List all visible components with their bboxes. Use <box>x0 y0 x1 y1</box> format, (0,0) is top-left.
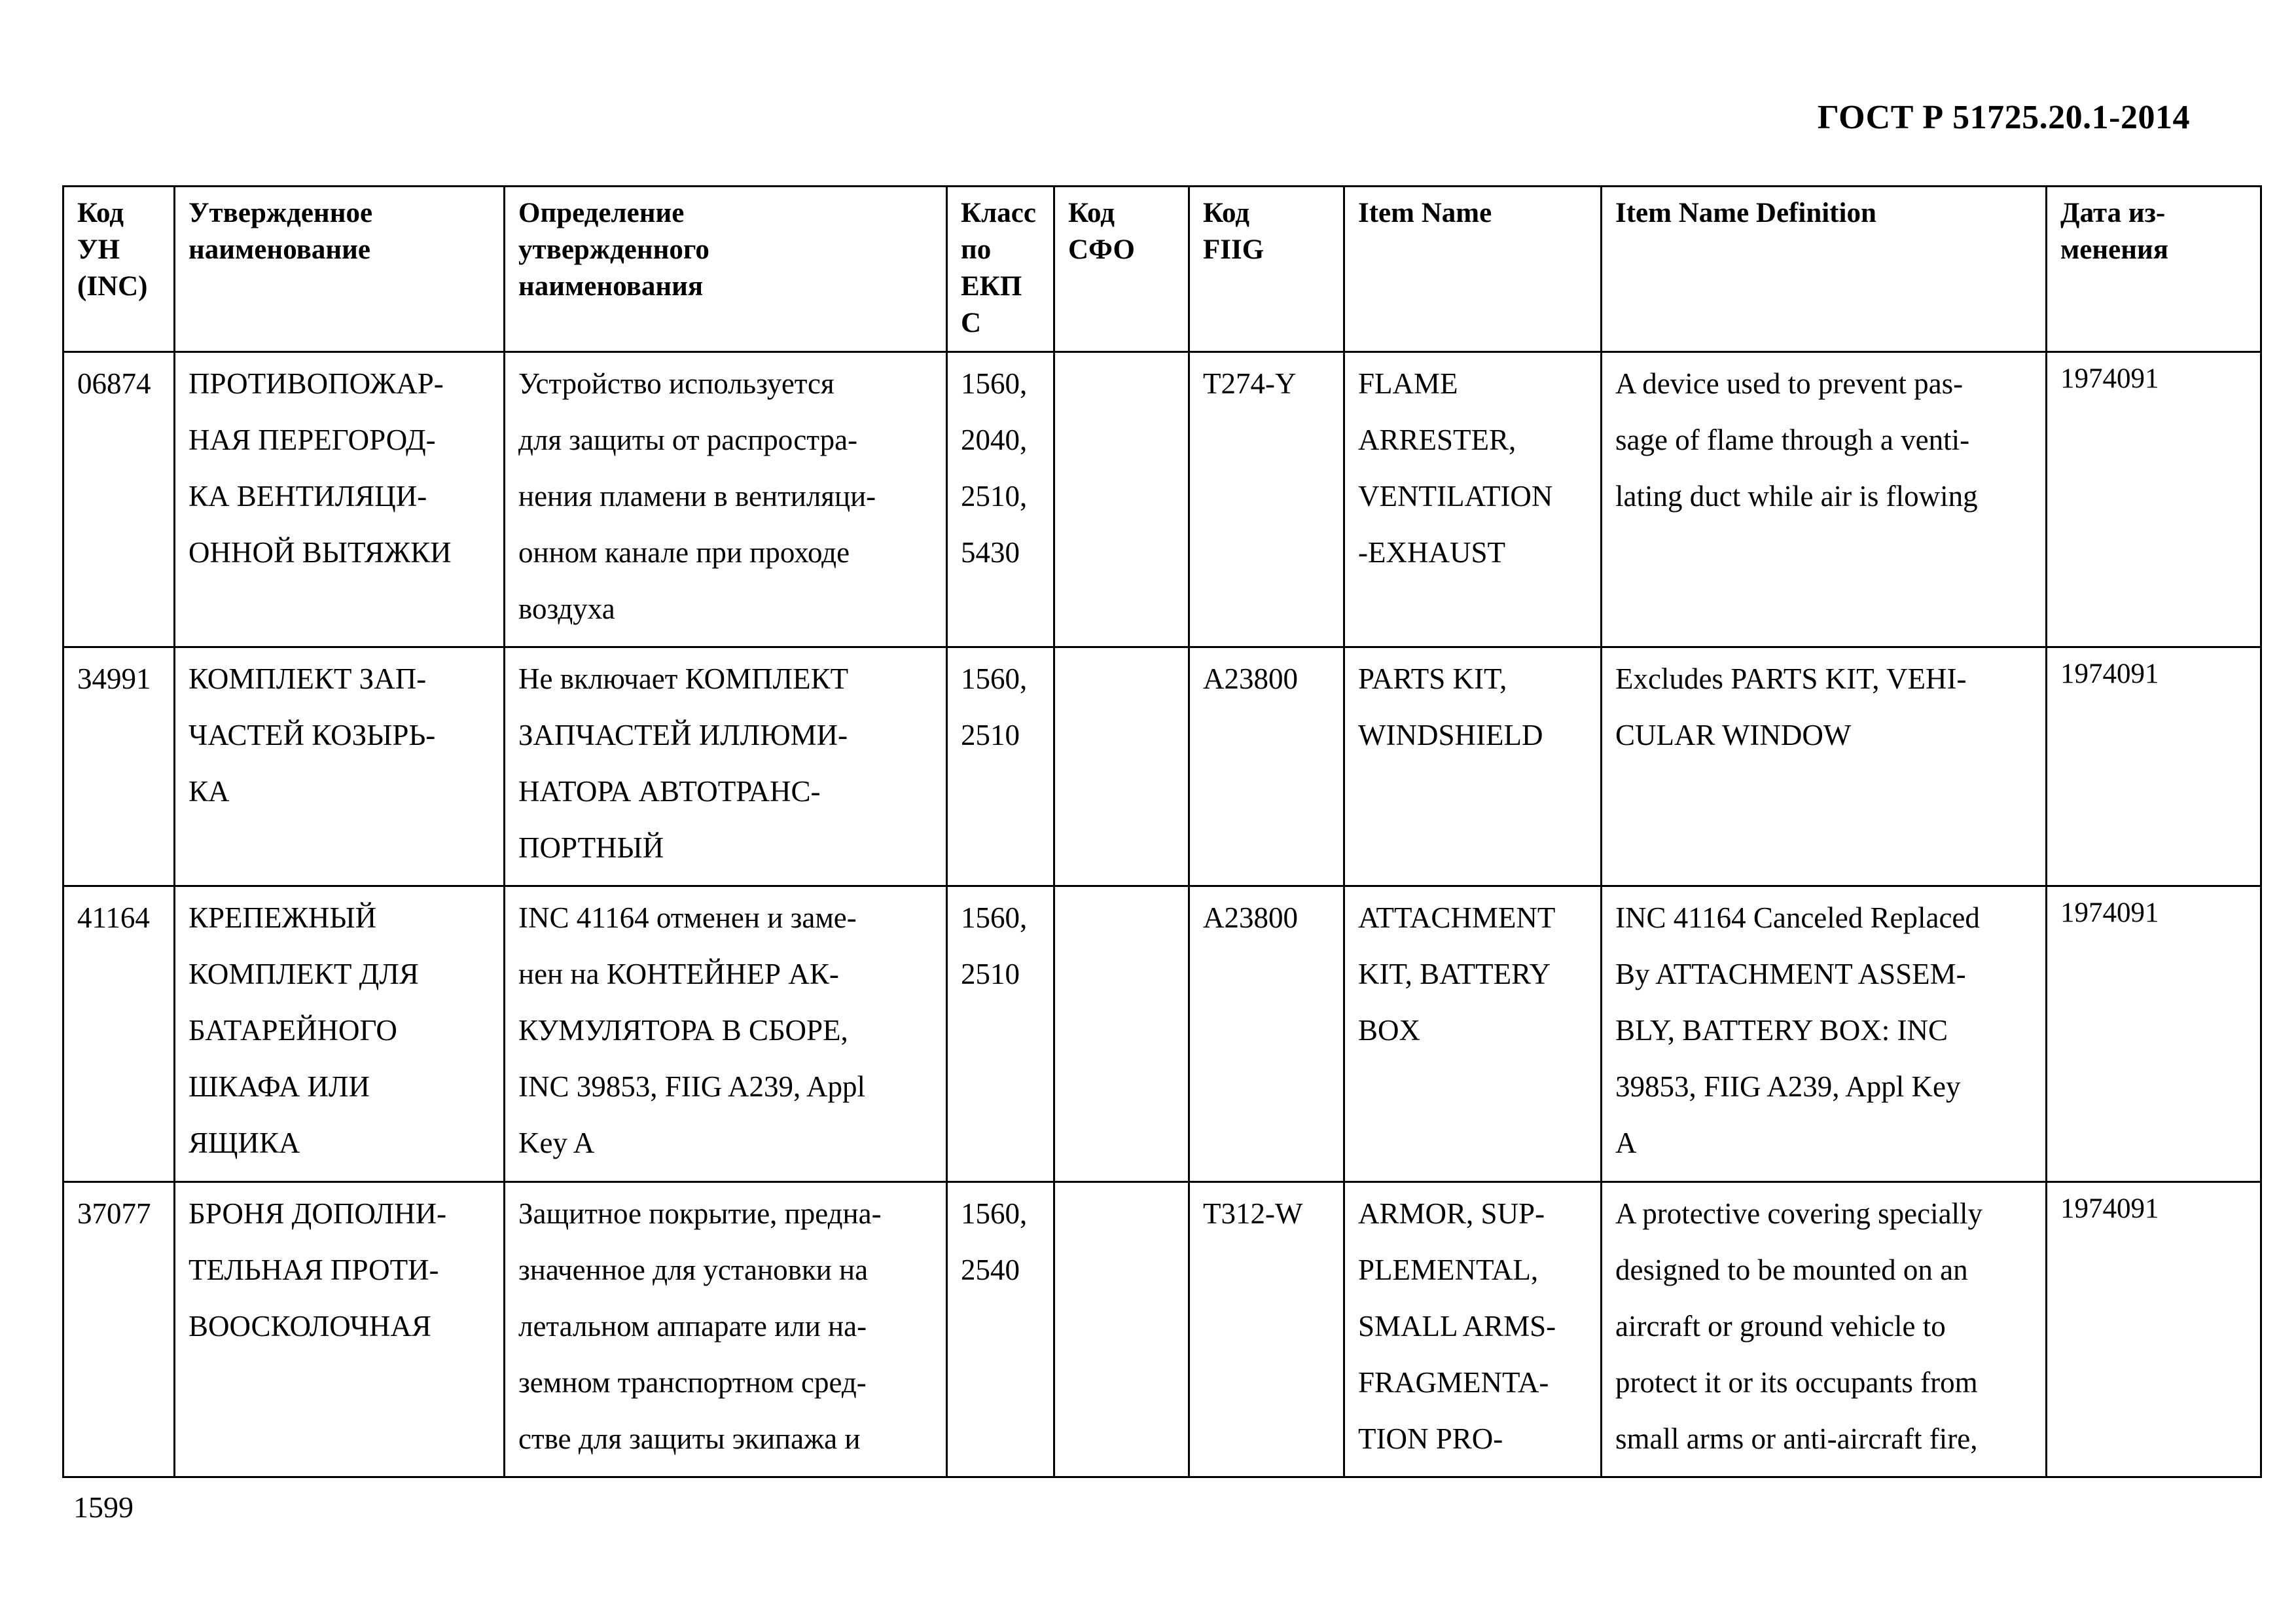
cell-text-line: By ATTACHMENT ASSEM- <box>1615 958 1966 990</box>
header-line: СФО <box>1068 234 1135 265</box>
cell-text-line: 34991 <box>77 662 151 695</box>
cell-text-line: ATTACHMENT <box>1358 901 1556 934</box>
cell-text-line: летальном аппарате или на- <box>518 1310 867 1343</box>
cell-text-line: Key A <box>518 1127 595 1159</box>
cell-text-line: ЯЩИКА <box>188 1127 300 1159</box>
header-line: Код <box>1068 198 1115 228</box>
sfo-cell <box>1054 352 1189 647</box>
cell-text-line: КА ВЕНТИЛЯЦИ- <box>188 480 427 513</box>
column-header-fiig <box>1189 187 1344 352</box>
cell-text-line: 1974091 <box>2060 363 2159 394</box>
approved-name-cell <box>175 886 505 1182</box>
change-date-cell <box>2047 647 2261 886</box>
cell-text-line: 1560, <box>961 1197 1028 1230</box>
table-body <box>63 352 2261 1477</box>
column-header-change-date <box>2047 187 2261 352</box>
cell-text-line: ТЕЛЬНАЯ ПРОТИ- <box>188 1254 439 1286</box>
cell-text-line: 06874 <box>77 367 151 400</box>
class-cell <box>947 352 1054 647</box>
fiig-cell <box>1189 1182 1344 1477</box>
cell-text-line: для защиты от распростра- <box>518 424 858 456</box>
cell-text-line: sage of flame through a venti- <box>1615 424 1970 456</box>
cell-text-line: BOX <box>1358 1014 1421 1047</box>
cell-text-line: protect it or its occupants from <box>1615 1366 1978 1399</box>
header-line: Item Name <box>1358 198 1492 228</box>
cell-text-line: КОМПЛЕКТ ЗАП- <box>188 662 427 695</box>
cell-text-line: БРОНЯ ДОПОЛНИ- <box>188 1197 447 1230</box>
cell-text-line: КА <box>188 775 230 808</box>
class-cell <box>947 1182 1054 1477</box>
cell-text-line: 2540 <box>961 1254 1020 1286</box>
header-line: Определение <box>518 198 685 228</box>
cell-text-line: НАЯ ПЕРЕГОРОД- <box>188 424 436 456</box>
cell-text-line: PLEMENTAL, <box>1358 1254 1539 1286</box>
item-definition-cell <box>1602 1182 2047 1477</box>
cell-text-line: ARRESTER, <box>1358 424 1516 456</box>
definition-cell <box>505 1182 947 1477</box>
sfo-cell <box>1054 647 1189 886</box>
table-row <box>63 647 2261 886</box>
cell-text-line: INC 41164 Canceled Replaced <box>1615 901 1980 934</box>
item-definition-cell <box>1602 352 2047 647</box>
item-definition-cell <box>1602 886 2047 1182</box>
cell-text-line: нения пламени в вентиляци- <box>518 480 876 513</box>
cell-text-line: 2040, <box>961 424 1028 456</box>
change-date-cell <box>2047 1182 2261 1477</box>
cell-text-line: TION PRO- <box>1358 1422 1503 1455</box>
column-header-sfo <box>1054 187 1189 352</box>
cell-text-line: 1974091 <box>2060 659 2159 689</box>
cell-text-line: Устройство используется <box>518 367 834 400</box>
cell-text-line: БАТАРЕЙНОГО <box>188 1014 397 1047</box>
header-line: по <box>961 234 992 265</box>
sfo-cell <box>1054 886 1189 1182</box>
sfo-cell <box>1054 1182 1189 1477</box>
column-header-approved-name <box>175 187 505 352</box>
cell-text-line: нен на КОНТЕЙНЕР АК- <box>518 958 839 990</box>
column-header-item-name <box>1344 187 1602 352</box>
cell-text-line: 1560, <box>961 367 1028 400</box>
cell-text-line: Excludes PARTS KIT, VEHI- <box>1615 662 1967 695</box>
table-row <box>63 886 2261 1182</box>
approved-name-cell <box>175 352 505 647</box>
table-header-row <box>63 187 2261 352</box>
cell-text-line: aircraft or ground vehicle to <box>1615 1310 1946 1343</box>
approved-name-cell <box>175 1182 505 1477</box>
cell-text-line: 1974091 <box>2060 897 2159 928</box>
table-row <box>63 352 2261 647</box>
cell-text-line: ARMOR, SUP- <box>1358 1197 1545 1230</box>
inc-cell <box>63 647 175 886</box>
cell-text-line: T274-Y <box>1203 367 1297 400</box>
cell-text-line: 5430 <box>961 536 1020 569</box>
item-name-cell <box>1344 1182 1602 1477</box>
cell-text-line: ШКАФА ИЛИ <box>188 1070 370 1103</box>
fiig-cell <box>1189 886 1344 1182</box>
class-cell <box>947 886 1054 1182</box>
cell-text-line: A device used to prevent pas- <box>1615 367 1964 400</box>
cell-text-line: ЧАСТЕЙ КОЗЫРЬ- <box>188 719 436 751</box>
header-line: Класс <box>961 198 1036 228</box>
fiig-cell <box>1189 647 1344 886</box>
cell-text-line: 1974091 <box>2060 1193 2159 1224</box>
header-line: Дата из- <box>2060 198 2166 228</box>
classification-table <box>62 185 2262 1478</box>
cell-text-line: НАТОРА АВТОТРАНС- <box>518 775 821 808</box>
cell-text-line: CULAR WINDOW <box>1615 719 1852 751</box>
item-name-cell <box>1344 886 1602 1182</box>
cell-text-line: lating duct while air is flowing <box>1615 480 1978 513</box>
cell-text-line: small arms or anti-aircraft fire, <box>1615 1422 1978 1455</box>
header-line: Код <box>1203 198 1250 228</box>
header-line: ЕКП <box>961 271 1022 302</box>
cell-text-line: T312-W <box>1203 1197 1303 1230</box>
cell-text-line: WINDSHIELD <box>1358 719 1543 751</box>
cell-text-line: КРЕПЕЖНЫЙ <box>188 901 377 934</box>
table-row <box>63 1182 2261 1477</box>
cell-text-line: стве для защиты экипажа и <box>518 1422 861 1455</box>
cell-text-line: ПОРТНЫЙ <box>518 831 664 864</box>
header-line: Item Name Definition <box>1615 198 1876 228</box>
column-header-item-definition <box>1602 187 2047 352</box>
change-date-cell <box>2047 352 2261 647</box>
cell-text-line: 1560, <box>961 662 1028 695</box>
header-line: Утвержденное <box>188 198 373 228</box>
inc-cell <box>63 1182 175 1477</box>
item-name-cell <box>1344 352 1602 647</box>
header-line: менения <box>2060 234 2169 265</box>
class-cell <box>947 647 1054 886</box>
cell-text-line: воздуха <box>518 592 615 625</box>
cell-text-line: 2510, <box>961 480 1028 513</box>
cell-text-line: INC 41164 отменен и заме- <box>518 901 857 934</box>
definition-cell <box>505 886 947 1182</box>
cell-text-line: ПРОТИВОПОЖАР- <box>188 367 444 400</box>
item-name-cell <box>1344 647 1602 886</box>
cell-text-line: KIT, BATTERY <box>1358 958 1551 990</box>
header-line: С <box>961 308 982 338</box>
header-line: (INC) <box>77 271 148 302</box>
cell-text-line: FRAGMENTA- <box>1358 1366 1549 1399</box>
column-header-inc <box>63 187 175 352</box>
cell-text-line: Не включает КОМПЛЕКТ <box>518 662 849 695</box>
column-header-definition <box>505 187 947 352</box>
cell-text-line: 2510 <box>961 958 1020 990</box>
cell-text-line: SMALL ARMS- <box>1358 1310 1556 1343</box>
cell-text-line: A <box>1615 1127 1637 1159</box>
cell-text-line: designed to be mounted on an <box>1615 1254 1968 1286</box>
cell-text-line: 1560, <box>961 901 1028 934</box>
header-line: FIIG <box>1203 234 1265 265</box>
header-line: утвержденного <box>518 234 709 265</box>
cell-text-line: A23800 <box>1203 662 1298 695</box>
cell-text-line: 37077 <box>77 1197 151 1230</box>
cell-text-line: земном транспортном сред- <box>518 1366 867 1399</box>
approved-name-cell <box>175 647 505 886</box>
document-header-standard-code: ГОСТ Р 51725.20.1-2014 <box>1817 99 2190 136</box>
cell-text-line: 41164 <box>77 901 150 934</box>
definition-cell <box>505 352 947 647</box>
change-date-cell <box>2047 886 2261 1182</box>
fiig-cell <box>1189 352 1344 647</box>
column-header-class <box>947 187 1054 352</box>
cell-text-line: A23800 <box>1203 901 1298 934</box>
cell-text-line: FLAME <box>1358 367 1458 400</box>
cell-text-line: BLY, BATTERY BOX: INC <box>1615 1014 1948 1047</box>
cell-text-line: 39853, FIIG A239, Appl Key <box>1615 1070 1961 1103</box>
cell-text-line: INC 39853, FIIG A239, Appl <box>518 1070 866 1103</box>
cell-text-line: 2510 <box>961 719 1020 751</box>
cell-text-line: -EXHAUST <box>1358 536 1505 569</box>
cell-text-line: онном канале при проходе <box>518 536 850 569</box>
cell-text-line: A protective covering specially <box>1615 1197 1983 1230</box>
inc-cell <box>63 886 175 1182</box>
inc-cell <box>63 352 175 647</box>
cell-text-line: ОННОЙ ВЫТЯЖКИ <box>188 536 452 569</box>
cell-text-line: значенное для установки на <box>518 1254 869 1286</box>
cell-text-line: ВООСКОЛОЧНАЯ <box>188 1310 431 1343</box>
header-line: наименования <box>518 271 704 302</box>
cell-text-line: PARTS KIT, <box>1358 662 1507 695</box>
cell-text-line: КОМПЛЕКТ ДЛЯ <box>188 958 419 990</box>
cell-text-line: ЗАПЧАСТЕЙ ИЛЛЮМИ- <box>518 719 848 751</box>
cell-text-line: КУМУЛЯТОРА В СБОРЕ, <box>518 1014 848 1047</box>
page-number: 1599 <box>73 1490 134 1524</box>
item-definition-cell <box>1602 647 2047 886</box>
header-line: Код <box>77 198 124 228</box>
header-line: наименование <box>188 234 370 265</box>
cell-text-line: Защитное покрытие, предна- <box>518 1197 882 1230</box>
header-line: УН <box>77 234 120 265</box>
definition-cell <box>505 647 947 886</box>
cell-text-line: VENTILATION <box>1358 480 1553 513</box>
